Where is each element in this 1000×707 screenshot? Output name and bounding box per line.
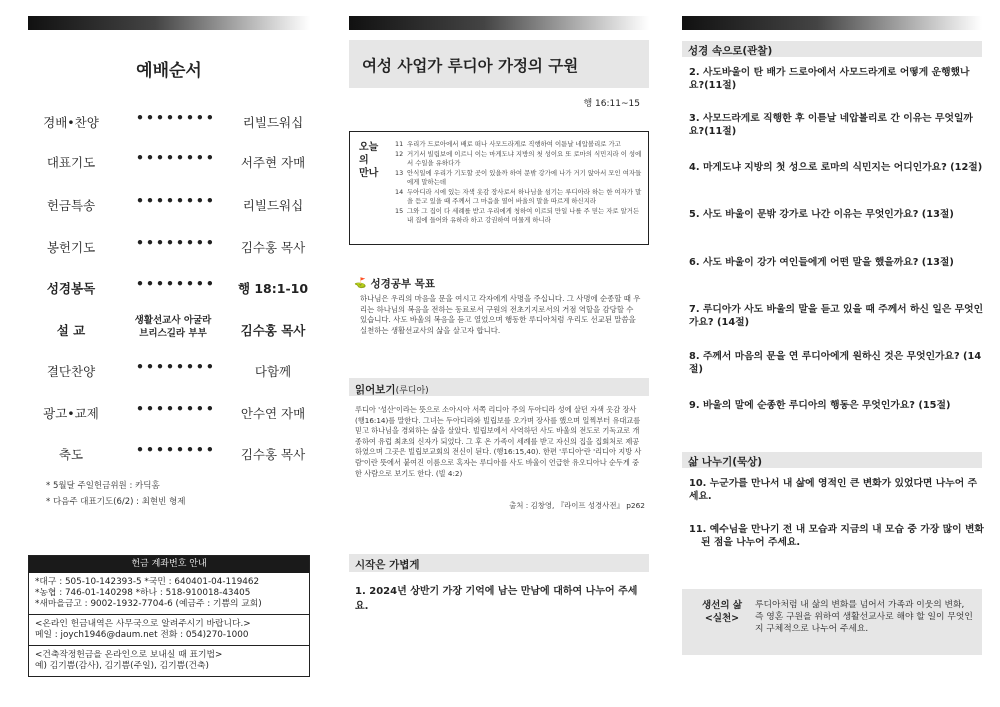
verse-number: 13 (395, 169, 404, 177)
question-item: 4. 마게도냐 지방의 첫 성으로 로마의 식민지는 어디인가요? (12절) (689, 162, 983, 173)
order-dots: •••••••• (136, 276, 216, 291)
order-label: 성경봉독 (46, 281, 96, 296)
order-label: 광고•교제 (43, 406, 99, 421)
reading-title: 읽어보기 (355, 384, 396, 396)
question-item: 11. 예수님을 만나기 전 내 모습과 지금의 내 모습 중 가장 많이 변화된 점을 나누어 주세요. (689, 524, 984, 548)
today-manna-box (349, 131, 649, 245)
reading-text: 루디아 '성산'이라는 뜻으로 소아시아 서쪽 리디아 주의 두아디라 성에 살던 자색 옷감 장사(행16:14)를 말한다. 그녀는 두아디라와 빌립보를 오가며 장사를 했으며 일찍부터 유대교를 믿고 하나님을 경외하는 삶을 살았다. 빌립보에서 사역하던 사도 바울의 전도로 기독교로 개종하여 유럽 최초의 신자가 되었다. 그 후 온 가족이 세례를 받고 자신의 집을 집회처로 제공하였으며 그곳은 빌립보교회의 전신이 된다. (행16:15,40). 한편 '루디아'란 '리디아 지방 사람'이란 뜻에서 붙여진 이름으로 혹자는 루디아를 사도 바울이 언급한 유오디아나 순두게 중 한 사람으로 보기도 한다. (빌 4:2) (355, 405, 642, 478)
order-leader: 리빌드워십 (242, 115, 304, 130)
order-leader: 행 18:1-10 (237, 281, 309, 296)
sermon-reference: 행 16:11~15 (583, 99, 640, 109)
worship-notes (46, 478, 185, 510)
order-row (28, 442, 328, 464)
order-row (28, 235, 328, 257)
question-item: 10. 누군가를 만나서 내 삶에 영적인 큰 변화가 있었다면 나누어 주세요. (689, 478, 978, 502)
question-item: 2. 사도바울이 탄 배가 드로아에서 사모드라게로 어떻게 운행했나요?(11절) (689, 67, 970, 91)
question-item: 9. 바울의 말에 순종한 루디아의 행동은 무엇인가요? (15절) (689, 400, 951, 411)
order-label: 축도 (58, 447, 84, 462)
order-dots: •••••••• (136, 150, 216, 165)
verse-number: 14 (395, 188, 404, 196)
order-label: 헌금특송 (46, 198, 96, 213)
verse-text: 안식일에 우리가 기도할 곳이 있을까 하여 문밖 강가에 나가 거기 앉아서 모인 여자들에게 말하는데 (407, 169, 642, 186)
header-bar-middle (349, 16, 649, 30)
order-leader: 김수홍 목사 (240, 323, 306, 338)
account-header: 헌금 계좌번호 안내 (29, 556, 309, 573)
account-line: *대구 : 505-10-142393-5 *국민 : 640401-04-119462 (35, 577, 260, 587)
practice-text: 루디아처럼 내 삶의 변화를 넘어서 가족과 이웃의 변화, 즉 영혼 구원을 위하여 생활선교사로 해야 할 일이 무엇인지 구체적으로 나누어 주세요. (755, 600, 973, 634)
verse-item (395, 169, 643, 187)
study-goal-heading (354, 276, 435, 291)
account-line: *새마을금고 : 9002-1932-7704-6 (예금주 : 기쁨의 교회) (35, 599, 262, 609)
order-row (28, 150, 328, 172)
verse-number: 12 (395, 150, 404, 158)
practice-label: 생선의 삶 <실천> (701, 600, 742, 624)
today-manna-label: 오늘의 만나 (359, 142, 379, 179)
order-dots: •••••••• (136, 235, 216, 250)
sermon-topic: 생활선교사 아굴라 브리스길라 부부 (134, 315, 212, 339)
header-bar-left (28, 16, 310, 30)
bible-questions-heading: 성경 속으로(관찰) (688, 45, 773, 57)
verse-list (395, 140, 643, 226)
verse-item (395, 207, 643, 225)
question-item: 8. 주께서 마음의 문을 연 루디아에게 원하신 것은 무엇인가요? (14절) (689, 351, 982, 375)
question-item: 3. 사모드라게로 직행한 후 이튿날 네압볼리로 간 이유는 무엇일까요?(11절) (689, 113, 973, 137)
order-leader: 김수홍 목사 (240, 447, 306, 462)
online-line: 메일 : joych1946@daum.net 전화 : 054)270-1000 (35, 630, 249, 640)
verse-text: 거기서 빌립보에 이르니 이는 마게도냐 지방의 첫 성이요 또 로마의 식민지라 이 성에서 수일을 유하다가 (407, 150, 642, 167)
order-leader: 서주현 자매 (240, 155, 306, 170)
reading-heading (355, 382, 429, 397)
life-sharing-heading: 삶 나누기(묵상) (688, 456, 763, 468)
flag-icon: ⛳ (354, 278, 367, 289)
order-label: 설 교 (56, 323, 86, 338)
order-leader: 김수홍 목사 (240, 240, 306, 255)
verse-item (395, 140, 643, 149)
study-goal-text: 하나님은 우리의 마음을 문을 여시고 각자에게 사명을 주십니다. 그 사명에 순종할 때 우리는 하나님의 복음을 전하는 동료로서 구원의 전초기지로서의 거점 역할을 감당할 수 있습니다. 사도 바울의 복음을 듣고 열었으며 행동한 루디아처럼 우리도 선교된 말씀을 실천하는 생활선교사의 삶을 살고자 합니다. (360, 294, 641, 335)
building-line: 예) 김기쁨(감사), 김기쁨(주일), 김기쁨(건축) (35, 661, 209, 671)
reading-subtitle: (루디아) (395, 386, 429, 396)
study-goal-title: 성경공부 목표 (370, 278, 435, 290)
question-1: 1. 2024년 상반기 가장 기억에 남는 만남에 대하여 나누어 주세요. (355, 586, 638, 612)
order-leader: 리빌드워십 (242, 198, 304, 213)
account-numbers (29, 573, 309, 614)
verse-text: 우리가 드로아에서 배로 떠나 사모드라게로 직행하여 이튿날 네압볼리로 가고 (407, 140, 621, 148)
worship-title: 예배순서 (136, 61, 202, 81)
verse-item (395, 150, 643, 168)
order-row (28, 401, 328, 423)
order-dots: •••••••• (136, 442, 216, 457)
account-building (29, 645, 309, 676)
verse-text: 두아디라 시에 있는 자색 옷감 장사로서 하나님을 섬기는 루디아라 하는 한 여자가 말을 듣고 있을 때 주께서 그 마음을 열어 바울의 말을 따르게 하신지라 (407, 188, 642, 205)
verse-text: 그와 그 집이 다 세례를 받고 우리에게 청하여 이르되 만일 나를 주 믿는 자로 알거든 내 집에 들어와 유하라 하고 강권하여 머물게 하니라 (407, 207, 640, 224)
account-line: *농협 : 746-01-140298 *하나 : 518-910018-43405 (35, 588, 251, 598)
order-leader: 다함께 (254, 364, 292, 379)
building-line: <건축작정헌금을 온라인으로 보내실 때 표기법> (35, 650, 223, 660)
sermon-title: 여성 사업가 루디아 가정의 구원 (362, 57, 579, 75)
question-item: 7. 루디아가 사도 바울의 말을 듣고 있을 때 주께서 하신 일은 무엇인가요? (14절) (689, 304, 984, 328)
order-label: 경배•찬양 (43, 115, 99, 130)
order-label: 봉헌기도 (46, 240, 96, 255)
note-line: * 5월달 주일헌금위원 : 카딕홈 (46, 481, 160, 491)
order-dots: •••••••• (136, 193, 216, 208)
offering-account-box (28, 555, 310, 677)
order-dots: •••••••• (136, 359, 216, 374)
verse-item (395, 188, 643, 206)
start-heading: 시작은 가볍게 (355, 559, 420, 571)
order-dots: •••••••• (136, 401, 216, 416)
order-row (28, 315, 328, 340)
order-row (28, 110, 328, 132)
header-bar-right (682, 16, 982, 30)
order-label: 대표기도 (46, 155, 96, 170)
verse-number: 15 (395, 207, 404, 215)
note-line: * 다음주 대표기도(6/2) : 최현빈 형제 (46, 497, 186, 507)
order-row (28, 359, 328, 381)
order-leader: 안수연 자매 (240, 406, 306, 421)
reading-source: 출처 : 김창영, 『라이프 성경사전』 p262 (509, 501, 645, 510)
order-row (28, 276, 328, 298)
order-label: 결단찬양 (46, 364, 96, 379)
order-dots: •••••••• (136, 110, 216, 125)
verse-number: 11 (395, 140, 404, 148)
order-row (28, 193, 328, 215)
question-item: 5. 사도 바울이 문밖 강가로 나간 이유는 무엇인가요? (13절) (689, 209, 954, 220)
question-item: 6. 사도 바울이 강가 여인들에게 어떤 말을 했을까요? (13절) (689, 257, 954, 268)
online-line: <온라인 헌금내역은 사무국으로 알려주시기 바랍니다.> (35, 619, 251, 629)
account-online (29, 614, 309, 645)
